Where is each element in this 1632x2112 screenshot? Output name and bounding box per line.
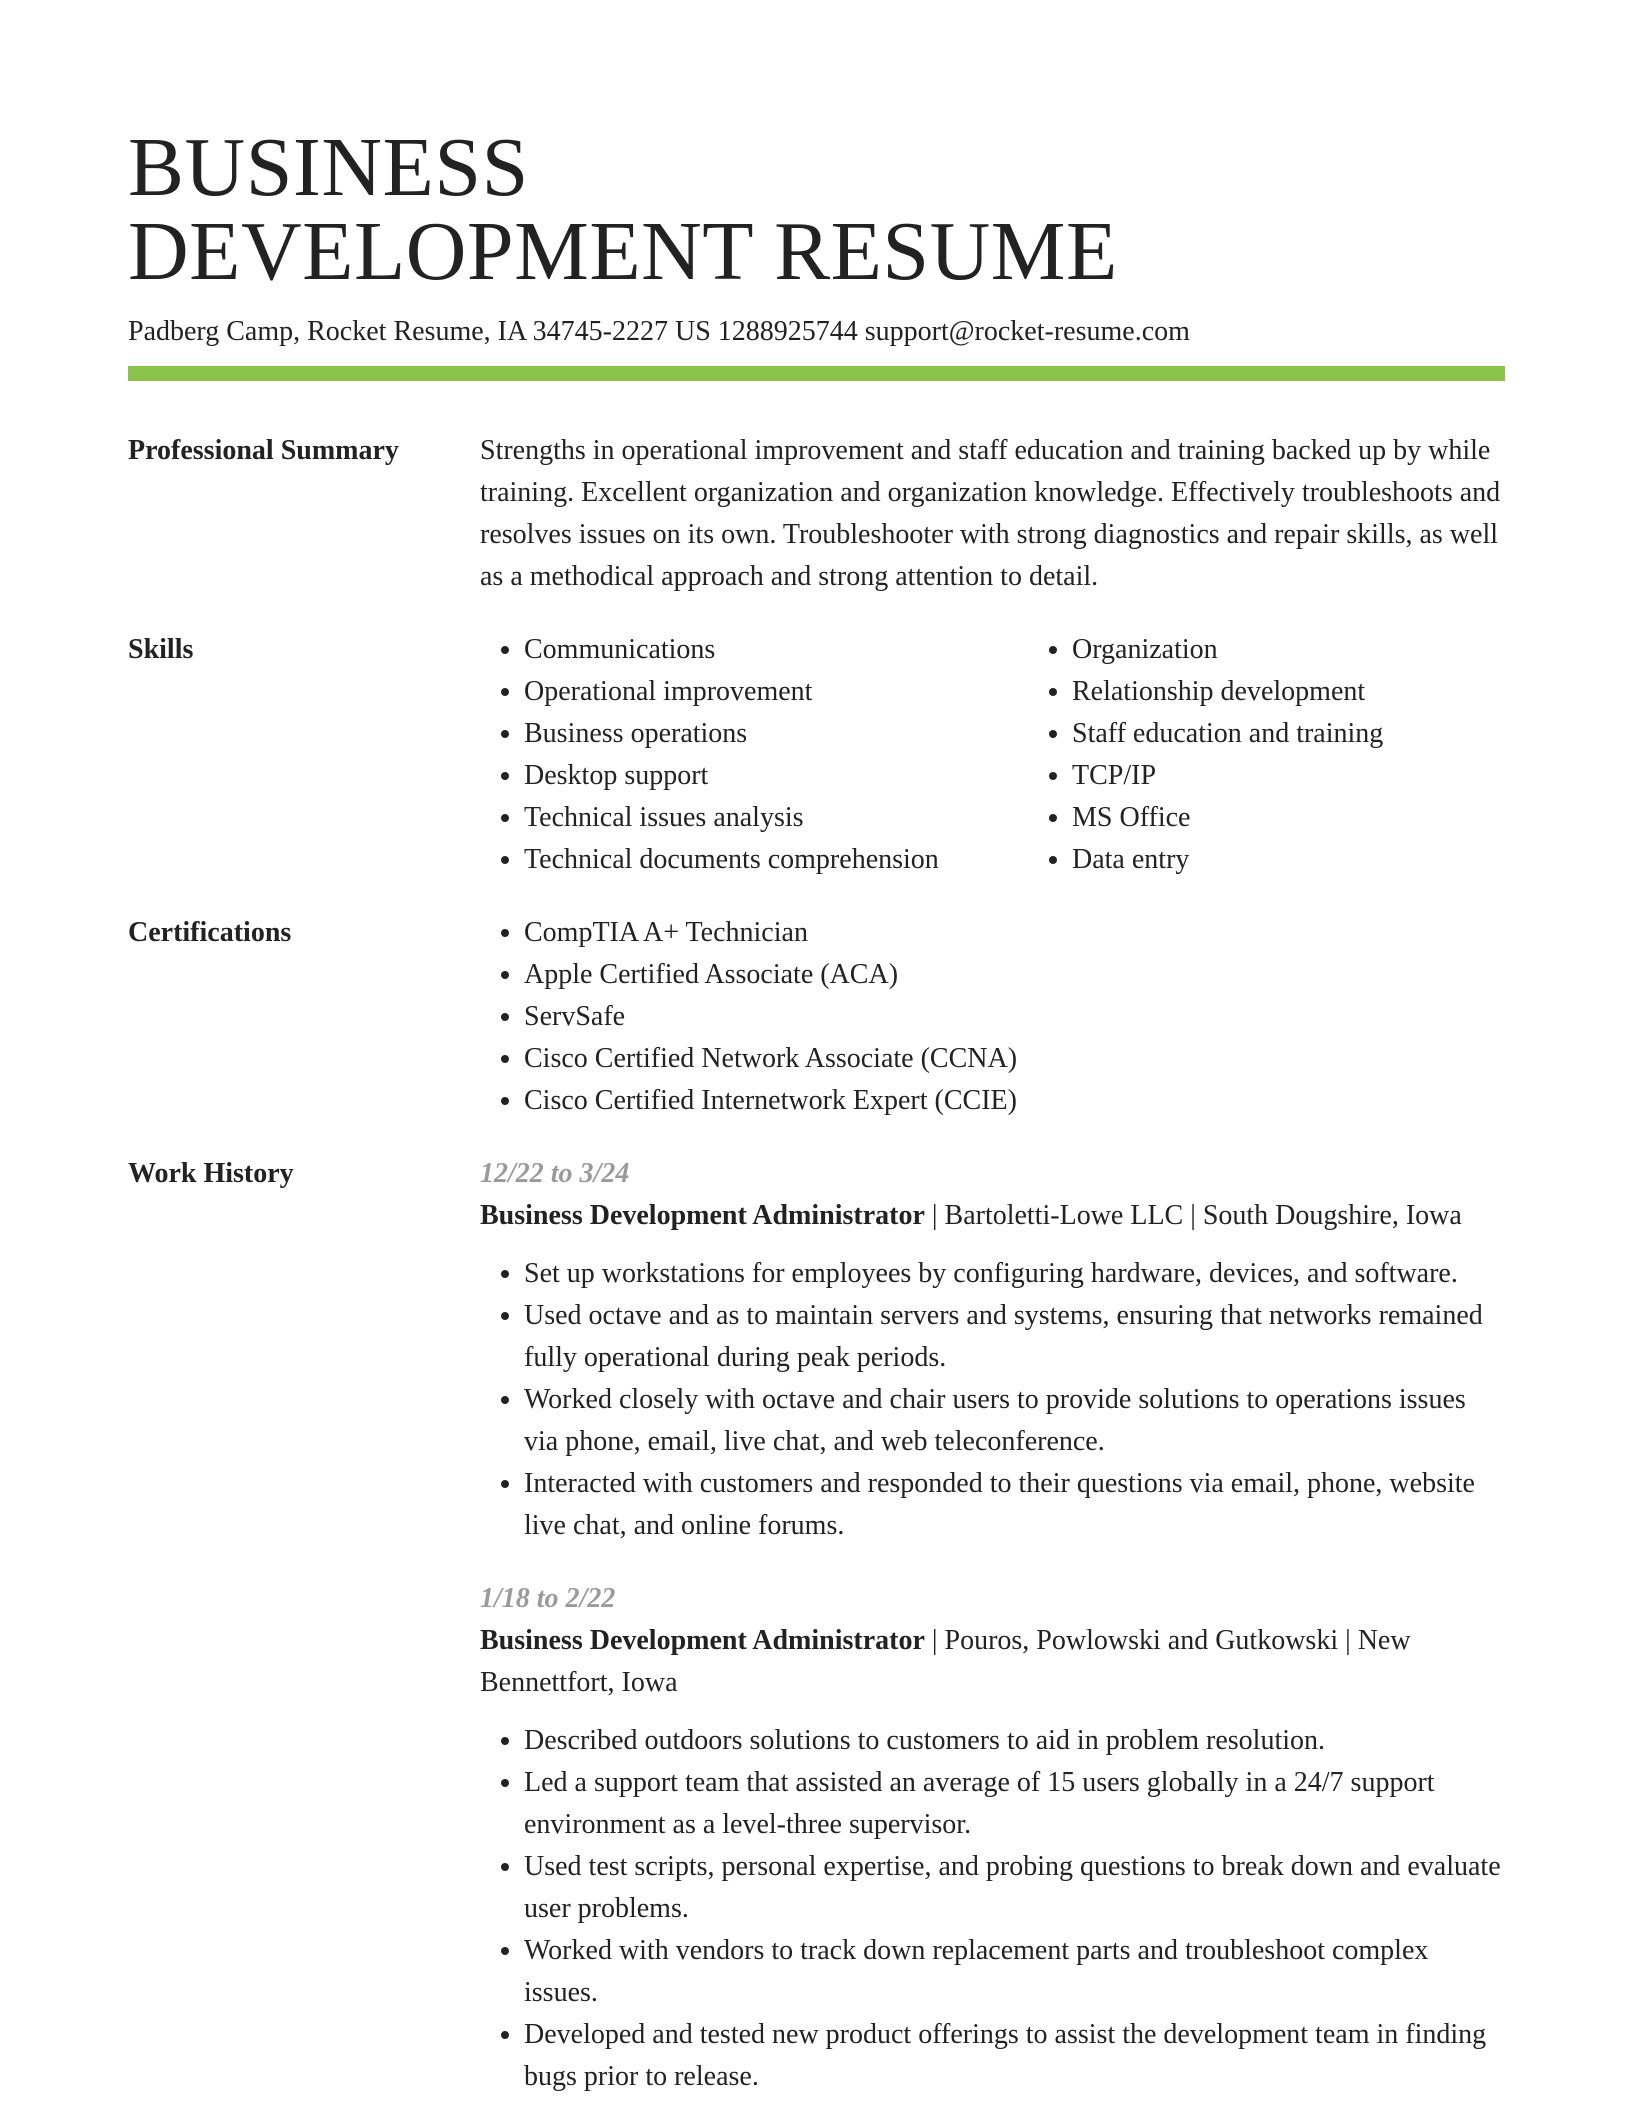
list-item: • MS Office [1072,797,1383,839]
contact-info: Padberg Camp, Rocket Resume, IA 34745-2227 US 1288925744 support@rocket-resume.com [128,316,1190,347]
list-item: • Cisco Certified Internetwork Expert (CCIE) [524,1080,1505,1122]
certifications-heading: Certifications [128,917,292,948]
job-details: | Pouros, Powlowski and Gutkowski | New Bennettfort, Iowa [480,1625,1411,1698]
skills-heading: Skills [128,634,194,665]
certifications-list [480,912,1505,1122]
list-item: • Worked closely with octave and chair users to provide solutions to operations issues via phone, email, live chat, and web teleconference. [524,1379,1505,1463]
job-entry [480,1578,1505,2098]
job-bullets [480,1253,1505,1547]
list-item: • Described outdoors solutions to customers to aid in problem resolution. [524,1720,1505,1762]
list-item: • Communications [524,629,1028,671]
list-item: • Used test scripts, personal expertise, and probing questions to break down and evaluate user problems. [524,1846,1505,1930]
job-dates: 1/18 to 2/22 [480,1583,616,1614]
list-item: • Technical issues analysis [524,797,1028,839]
certifications-section [128,912,1505,1122]
list-item: • Led a support team that assisted an average of 15 users globally in a 24/7 support environment as a level-three supervisor. [524,1762,1505,1846]
list-item: • Relationship development [1072,671,1383,713]
job-entry [480,1153,1505,1547]
skills-section [128,629,1505,881]
list-item: • CompTIA A+ Technician [524,912,1505,954]
list-item: • Technical documents comprehension [524,839,1028,881]
job-role: Business Development Administrator [480,1625,925,1656]
accent-divider [128,366,1505,381]
job-details: | Bartoletti-Lowe LLC | South Dougshire, Iowa [924,1200,1462,1231]
skills-column-2 [1028,629,1383,881]
list-item: • Data entry [1072,839,1383,881]
list-item: • Business operations [524,713,1028,755]
list-item: • ServSafe [524,996,1505,1038]
list-item: • TCP/IP [1072,755,1383,797]
job-bullets [480,1720,1505,2098]
work-history-section [128,1153,1505,2098]
job-dates: 12/22 to 3/24 [480,1158,630,1189]
list-item: • Operational improvement [524,671,1028,713]
list-item: • Developed and tested new product offerings to assist the development team in finding bugs prior to release. [524,2014,1505,2098]
list-item: • Apple Certified Associate (ACA) [524,954,1505,996]
summary-text: Strengths in operational improvement and staff education and training backed up by while training. Excellent organization and organization knowledge. Effectively troubleshoots and resolves issues on its own. Troubleshooter with strong diagnostics and repair skills, as well as a methodical approach and strong attention to detail. [480,435,1501,592]
list-item: • Desktop support [524,755,1028,797]
work-history-body [480,1153,1505,2098]
list-item: • Staff education and training [1072,713,1383,755]
list-item: • Worked with vendors to track down replacement parts and troubleshoot complex issues. [524,1930,1505,2014]
summary-heading: Professional Summary [128,435,399,466]
resume-title [128,121,1505,298]
skills-column-1 [480,629,1028,881]
list-item: • Organization [1072,629,1383,671]
skills-list [480,629,1505,881]
job-title-line [480,1195,1505,1237]
title-line-2: DEVELOPMENT RESUME [128,205,1118,298]
resume-page [128,121,1505,2098]
title-line-1: BUSINESS [128,121,529,214]
list-item: • Interacted with customers and responded to their questions via email, phone, website live chat, and online forums. [524,1463,1505,1547]
job-role: Business Development Administrator [480,1200,925,1231]
job-title-line [480,1620,1505,1704]
list-item: • Used octave and as to maintain servers and systems, ensuring that networks remained fully operational during peak periods. [524,1295,1505,1379]
list-item: • Set up workstations for employees by configuring hardware, devices, and software. [524,1253,1505,1295]
list-item: • Cisco Certified Network Associate (CCNA) [524,1038,1505,1080]
certifications-body [480,912,1505,1122]
summary-section [128,430,1505,598]
work-history-heading: Work History [128,1158,294,1189]
